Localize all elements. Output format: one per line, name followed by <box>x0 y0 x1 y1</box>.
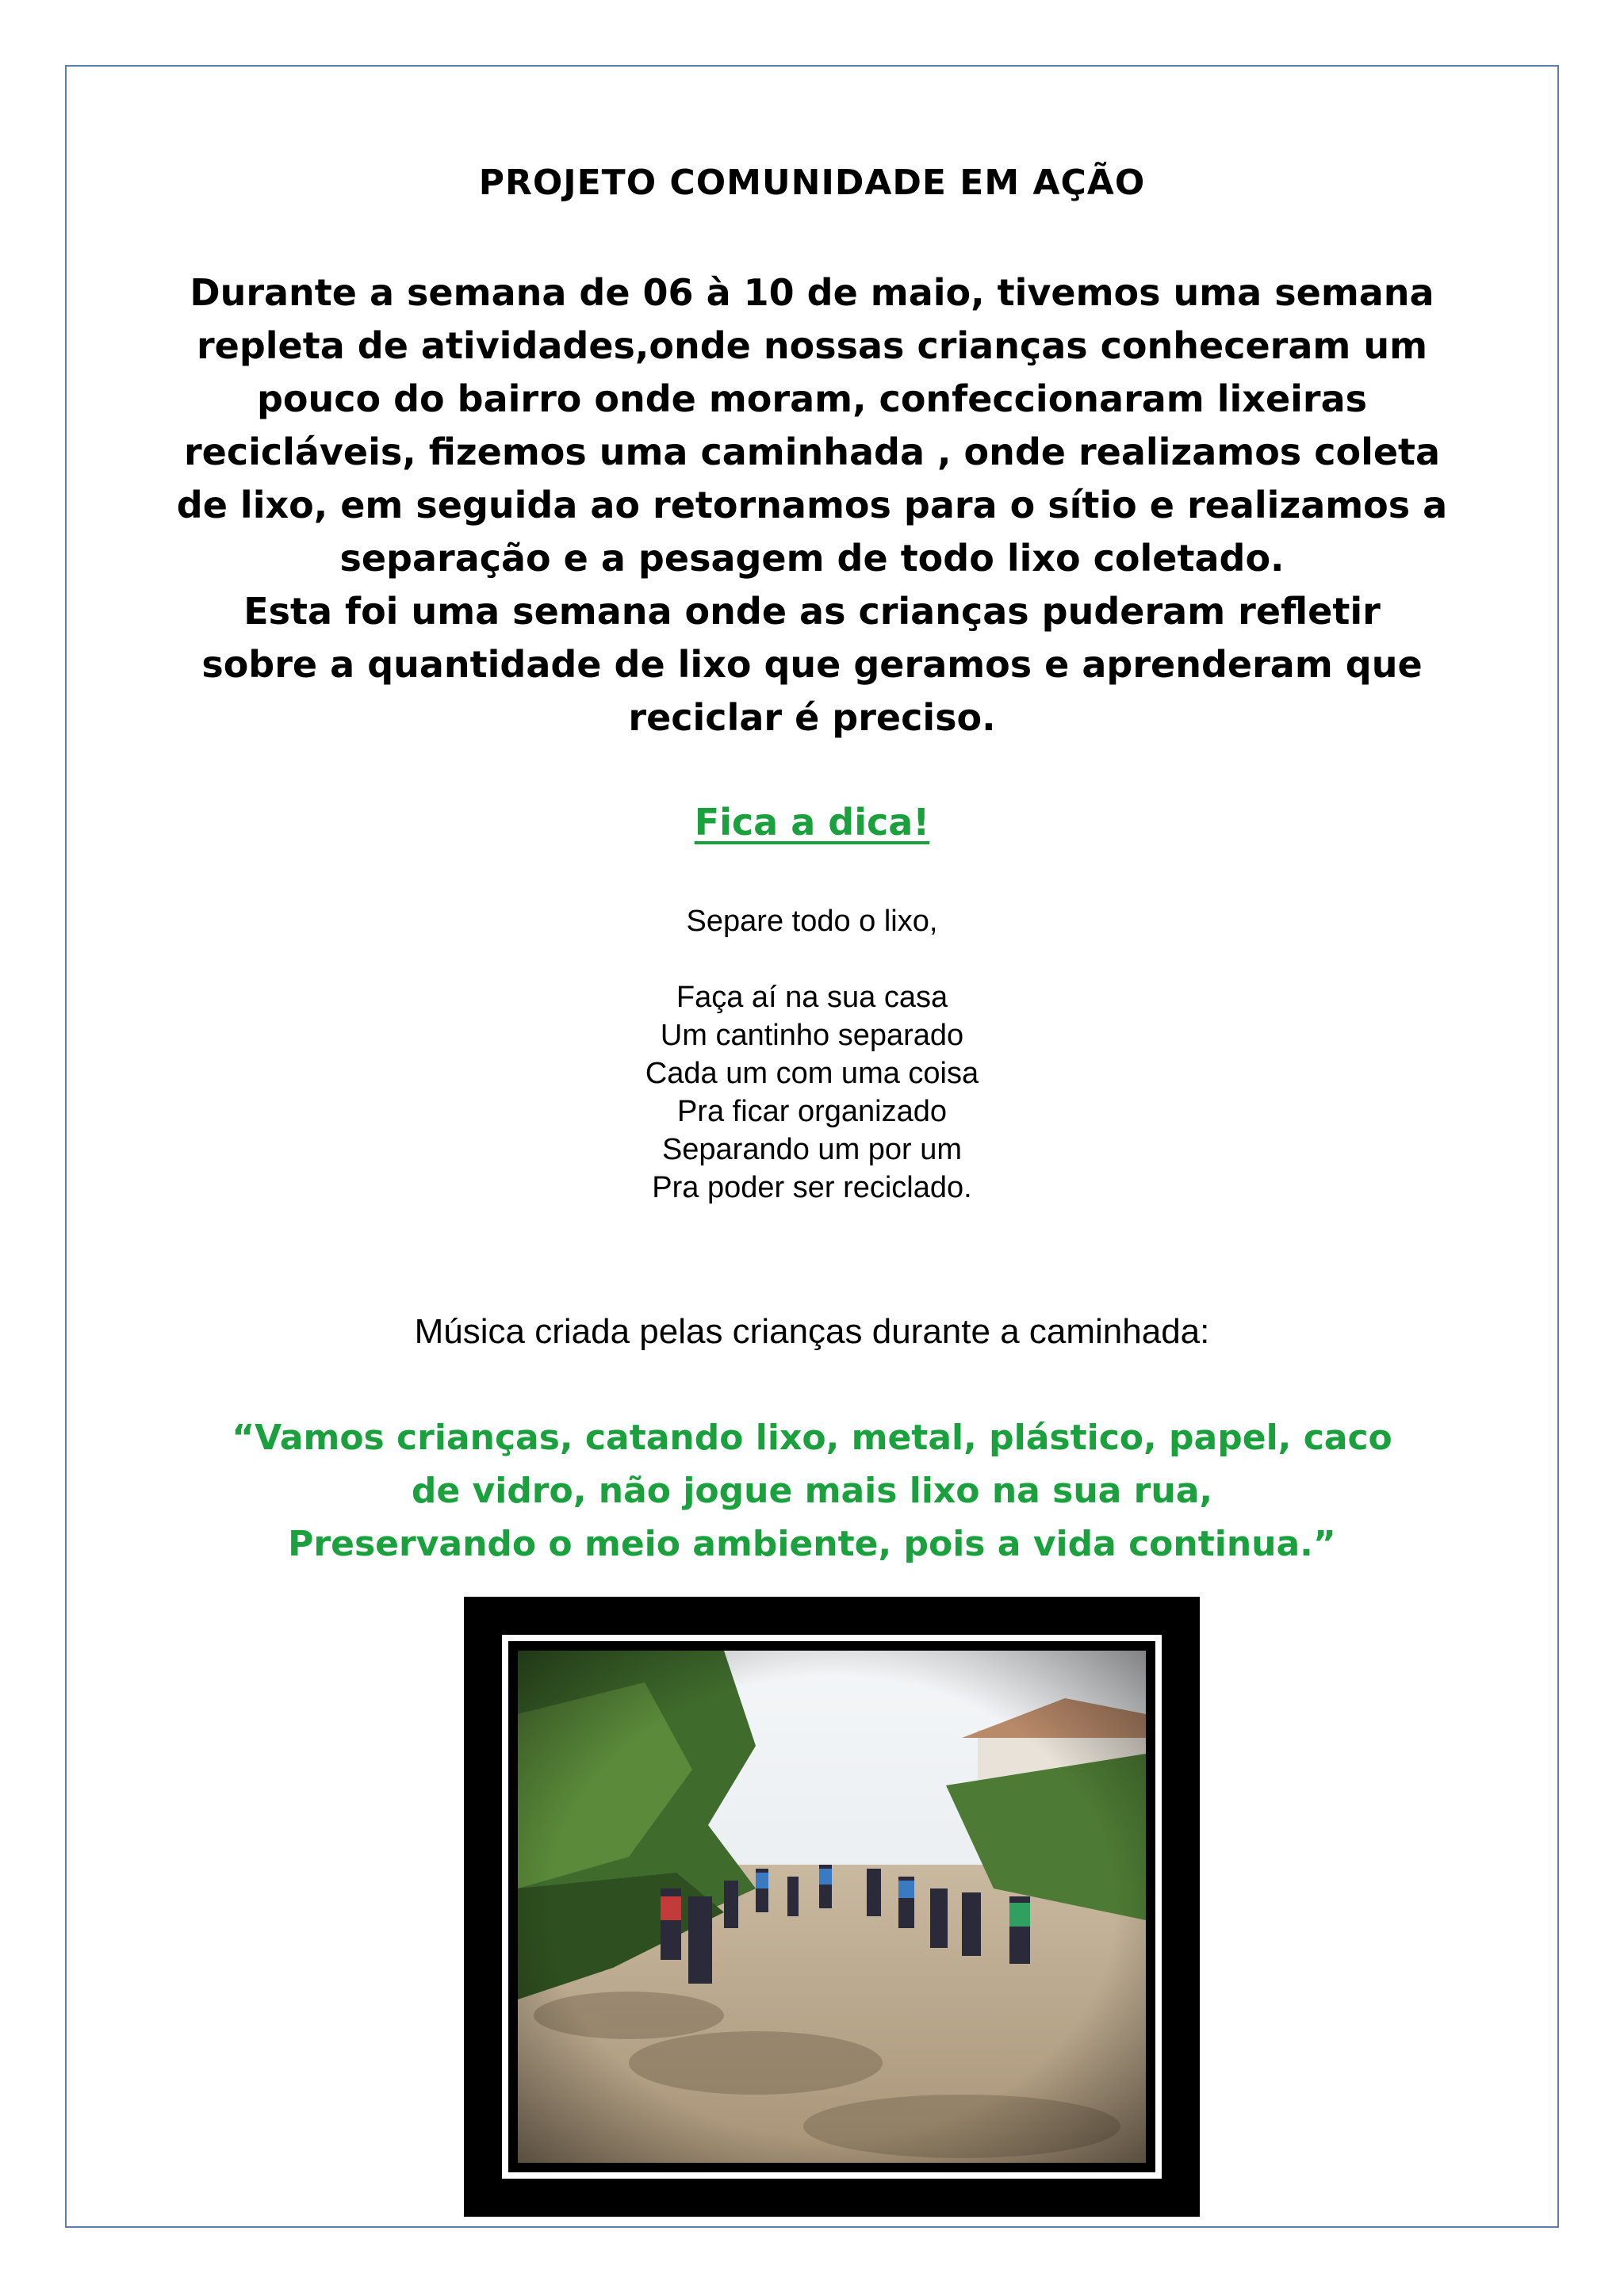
photo-mat <box>502 1635 1162 2179</box>
song-lyrics <box>65 1411 1559 1571</box>
poem-line: Pra ficar organizado <box>676 1095 948 1128</box>
intro-line: de lixo, em seguida ao retornamos para o sítio e realizamos a <box>176 484 1448 526</box>
poem-line: Faça aí na sua casa <box>676 981 948 1014</box>
poem-line: Pra poder ser reciclado. <box>652 1171 972 1204</box>
intro-line: separação e a pesagem de todo lixo coletado. <box>339 537 1285 580</box>
tip-heading-text: Fica a dica! <box>694 801 930 844</box>
intro-line: reciclar é preciso. <box>628 696 996 739</box>
intro-line: pouco do bairro onde moram, confeccionaram lixeiras <box>256 377 1368 420</box>
poem <box>65 902 1559 1207</box>
poem-gap <box>65 940 1559 978</box>
music-caption: Música criada pelas crianças durante a caminhada: <box>414 1312 1210 1351</box>
walk-photo <box>518 1651 1146 2163</box>
intro-line: Durante a semana de 06 à 10 de maio, tivemos uma semana <box>190 271 1434 314</box>
tip-heading <box>65 801 1559 844</box>
poem-first-line: Separe todo o lixo, <box>686 905 938 938</box>
poem-line: Separando um por um <box>661 1133 963 1166</box>
lyrics-line: de vidro, não jogue mais lixo na sua rua, <box>411 1471 1213 1511</box>
intro-line: repleta de atividades,onde nossas crianças conheceram um <box>196 324 1428 367</box>
intro-line: sobre a quantidade de lixo que geramos e aprenderam que <box>201 643 1423 686</box>
poem-line: Um cantinho separado <box>660 1019 964 1052</box>
intro-line: recicláveis, fizemos uma caminhada , onde realizamos coleta <box>183 430 1441 473</box>
photo-vignette <box>518 1651 1146 2163</box>
document-title: PROJETO COMUNIDADE EM AÇÃO <box>478 163 1146 203</box>
intro-line: Esta foi uma semana onde as crianças puderam refletir <box>243 590 1381 633</box>
intro-paragraph <box>65 266 1559 744</box>
photo-frame <box>464 1597 1200 2217</box>
lyrics-line: Preservando o meio ambiente, pois a vida continua.” <box>288 1524 1336 1564</box>
poem-line: Cada um com uma coisa <box>645 1057 979 1090</box>
lyrics-line: “Vamos crianças, catando lixo, metal, plástico, papel, caco <box>232 1418 1392 1458</box>
